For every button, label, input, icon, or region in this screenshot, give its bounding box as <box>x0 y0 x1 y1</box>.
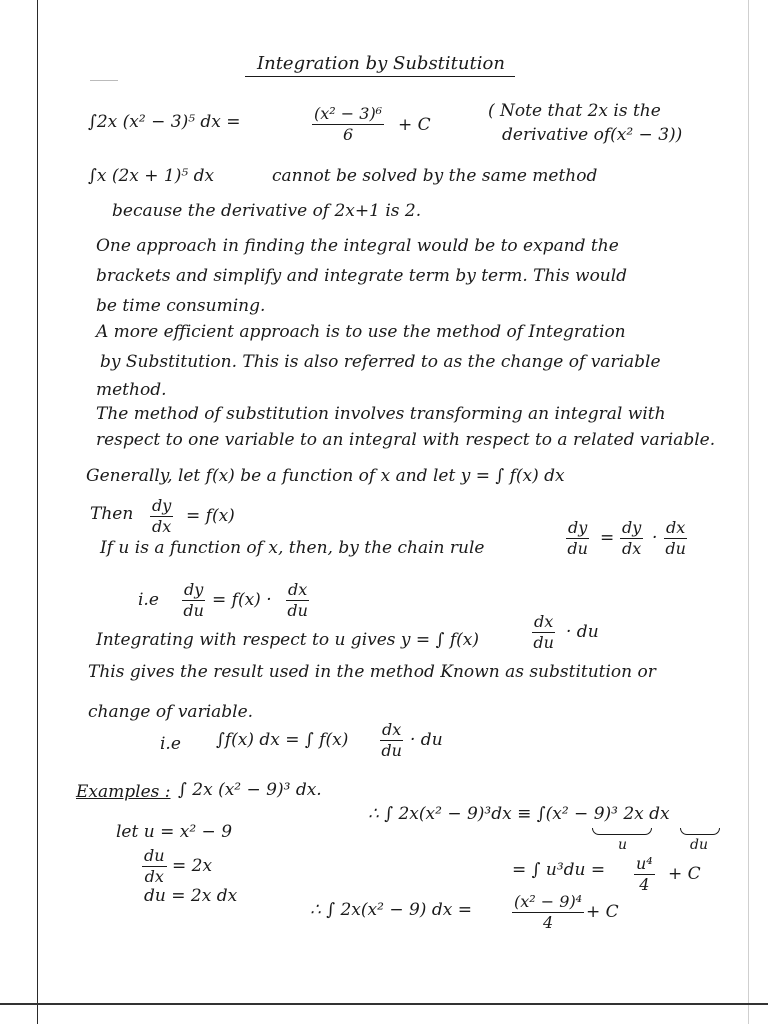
example1-note-line2: derivative of(x² − 3)) <box>502 125 683 145</box>
therefore-line2: ∴ ∫ 2x(x² − 9) dx = <box>310 900 472 920</box>
fraction-numerator: dx <box>288 580 308 599</box>
fraction-denominator: dx <box>152 517 172 536</box>
fraction-numerator: dx <box>666 518 686 537</box>
dx-du-fraction <box>286 582 309 619</box>
fraction-denominator: 4 <box>639 875 650 894</box>
fraction-denominator: du <box>567 539 588 558</box>
du-dx-rhs: = 2x <box>172 856 213 876</box>
fraction-denominator: du <box>533 633 554 652</box>
result-line: change of variable. <box>88 702 254 722</box>
example1-note-line1: ( Note that 2x is the <box>488 101 661 121</box>
page-edge <box>37 0 38 1024</box>
chain-rule-text: If u is a function of x, then, by the chain rule <box>100 538 485 558</box>
underbrace <box>680 828 720 835</box>
paragraph-line: One approach in finding the integral would be to expand the <box>96 236 619 256</box>
dot-operator: · <box>652 528 658 548</box>
example1-lhs: ∫2x (x² − 3)⁵ dx = <box>88 112 241 132</box>
fraction-numerator: dy <box>568 518 588 537</box>
final-fraction <box>512 894 584 931</box>
fraction-denominator: du <box>287 601 308 620</box>
fraction-denominator: du <box>381 741 402 760</box>
then-rhs: = f(x) <box>186 506 235 526</box>
paragraph-line: by Substitution. This is also referred to as the change of variable <box>100 352 661 372</box>
fraction-numerator: (x² − 9)⁴ <box>514 892 583 911</box>
fraction-denominator: du <box>183 601 204 620</box>
dy-dx-fraction <box>150 498 173 535</box>
fraction-denominator: 4 <box>542 913 554 932</box>
fraction-numerator: dx <box>382 720 402 739</box>
result-line: This gives the result used in the method Known as substitution or <box>88 662 656 682</box>
fraction-numerator: du <box>144 846 165 865</box>
title-underline <box>245 76 515 77</box>
fraction-numerator: u⁴ <box>636 854 653 873</box>
fraction-numerator: dy <box>152 496 172 515</box>
dy-du-fraction <box>566 520 589 557</box>
dx-du-fraction <box>380 722 403 759</box>
plus-c: + C <box>668 864 701 884</box>
u4-fraction <box>634 856 655 893</box>
ie-label: i.e <box>138 590 159 610</box>
underbrace-label: u <box>618 837 628 853</box>
substitution-formula: ∫f(x) dx = ∫ f(x) <box>216 730 349 750</box>
paragraph-line: be time consuming. <box>96 296 266 316</box>
paragraph-line: method. <box>96 380 167 400</box>
ie-label: i.e <box>160 734 181 754</box>
fraction-denominator: dx <box>144 867 164 886</box>
fraction-numerator: dy <box>184 580 204 599</box>
integrating-line: Integrating with respect to u gives y = ∫ f(x) <box>96 630 479 650</box>
du-dx-fraction <box>142 848 167 885</box>
dx-du-fraction <box>664 520 687 557</box>
substitution-tail: · du <box>410 730 443 750</box>
example-integral: ∫ 2x (x² − 9)³ dx. <box>178 780 322 800</box>
example2-text: cannot be solved by the same method <box>272 166 598 186</box>
integrating-tail: · du <box>566 622 599 642</box>
fraction-numerator: dy <box>622 518 642 537</box>
page-title: Integration by Substitution <box>257 53 505 74</box>
examples-heading: Examples : <box>76 782 171 802</box>
ie-middle: = f(x) · <box>212 590 272 610</box>
fraction-denominator: dx <box>622 539 642 558</box>
example2-lhs: ∫x (2x + 1)⁵ dx <box>88 166 215 186</box>
underbrace <box>592 828 652 835</box>
du-line: du = 2x dx <box>144 886 238 906</box>
example2-reason: because the derivative of 2x+1 is 2. <box>112 201 422 221</box>
let-u-line: let u = x² − 9 <box>116 822 233 842</box>
step2-line: = ∫ u³du = <box>512 860 606 880</box>
stray-mark <box>90 80 118 81</box>
page-edge <box>748 0 749 1024</box>
fraction-numerator: dx <box>534 612 554 631</box>
dy-du-fraction <box>182 582 205 619</box>
final-plus-c: + C <box>586 902 619 922</box>
example1-numerator: (x² − 3)⁶ <box>314 104 383 123</box>
fraction-denominator: du <box>665 539 686 558</box>
generally-line: Generally, let f(x) be a function of x and let y = ∫ f(x) dx <box>86 466 565 486</box>
therefore-line1: ∴ ∫ 2x(x² − 9)³dx ≡ ∫(x² − 9)³ 2x dx <box>368 804 670 824</box>
equals-sign: = <box>600 528 615 548</box>
example1-denominator: 6 <box>342 125 354 144</box>
example1-fraction <box>312 106 384 143</box>
dy-dx-fraction <box>620 520 643 557</box>
then-label: Then <box>90 504 134 524</box>
example1-plus-c: + C <box>398 115 431 135</box>
underbrace-label: du <box>690 837 708 853</box>
page-edge <box>0 1003 768 1005</box>
paragraph-line: respect to one variable to an integral with respect to a related variable. <box>96 430 716 450</box>
paragraph-line: The method of substitution involves transforming an integral with <box>96 404 666 424</box>
paragraph-line: A more efficient approach is to use the method of Integration <box>96 322 626 342</box>
paragraph-line: brackets and simplify and integrate term by term. This would <box>96 266 628 286</box>
dx-du-fraction <box>532 614 555 651</box>
